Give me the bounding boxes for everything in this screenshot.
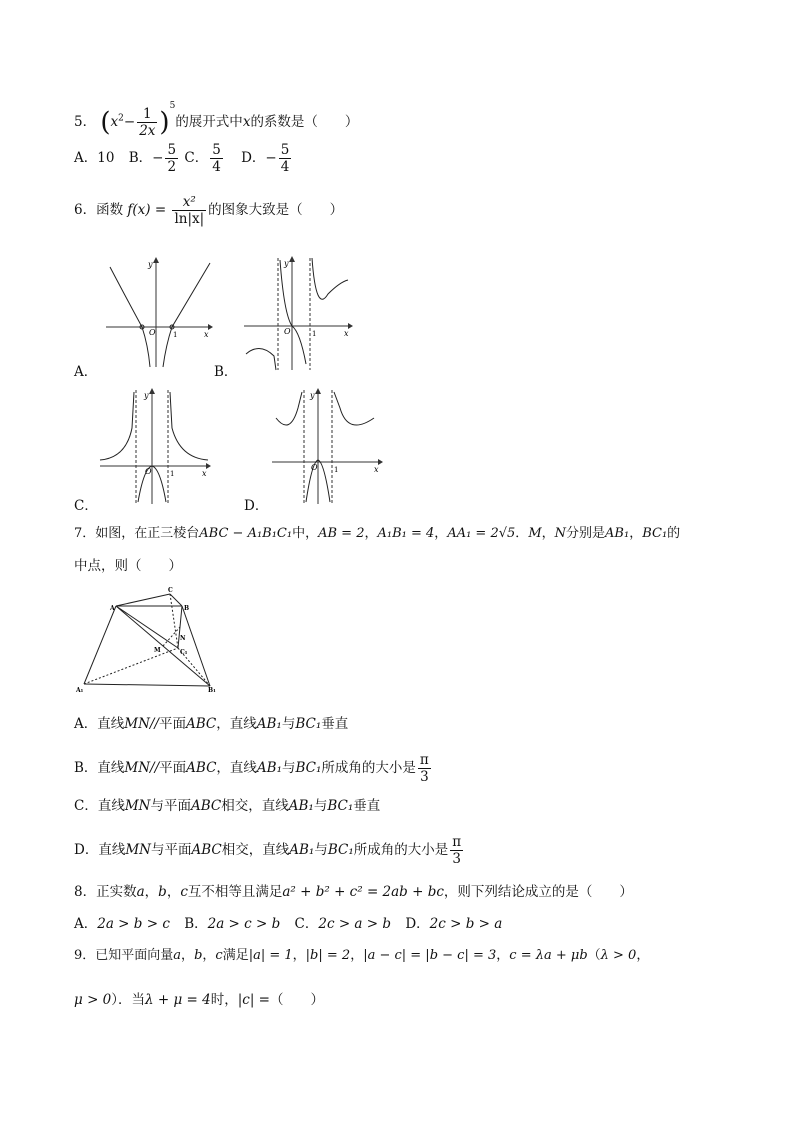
q9-l2c: λ + μ = 4: [145, 992, 211, 1008]
q9-l2b: ）．当: [111, 992, 146, 1008]
q7-text-a: 7．如图，在正三棱台: [74, 526, 200, 541]
q9-c4: ，: [350, 948, 364, 963]
q5-optd-den: 4: [280, 159, 290, 175]
q9-stem-line2: [74, 990, 324, 1010]
q6-label-b: B．: [214, 364, 238, 380]
q6-graph-b: [240, 254, 355, 372]
q6d-y-label: y: [310, 391, 315, 400]
q5-power: 5: [169, 101, 176, 111]
q7c-7: 与: [313, 798, 328, 814]
q6-graph-d: [268, 388, 386, 506]
q7d-5: 相交，直线: [221, 842, 290, 858]
q5-stem-text: 的展开式中: [175, 114, 243, 130]
q7d-4: ABC: [191, 842, 222, 858]
q9-c3: ，: [292, 948, 306, 963]
q7-text-o: ，: [629, 526, 643, 541]
q8-opt-c: C．: [294, 916, 319, 932]
q8-stem: [74, 882, 633, 902]
q7c-1: C．直线: [74, 798, 125, 814]
q6-fraction: [172, 194, 206, 227]
q7b-8: BC₁: [295, 760, 322, 776]
q8-c: c: [180, 884, 188, 900]
q7a-3: 平面: [158, 716, 186, 732]
q7-frustum: ABC − A₁B₁C₁: [199, 526, 293, 541]
q9-c1: ，: [181, 948, 195, 963]
q7b-6: AB₁: [256, 760, 282, 776]
q7a-2: MN//: [124, 716, 159, 732]
q8-a: a: [136, 884, 145, 900]
q9-a: a: [173, 948, 182, 963]
q6b-one: 1: [312, 330, 317, 338]
q8-c2: ，: [166, 884, 181, 900]
q7-text-g: ，: [434, 526, 448, 541]
q7b-1: B．直线: [74, 760, 125, 776]
q9-e1: |a| = 1: [248, 948, 293, 963]
q8-eq: a² + b² + c² = 2ab + bc: [282, 884, 444, 900]
q7-stem-line2: 中点，则（ ）: [74, 558, 182, 574]
q7-label-a: A: [110, 605, 115, 612]
q5-stem-end: 的系数是（ ）: [250, 114, 359, 130]
q6c-one: 1: [170, 470, 175, 478]
q5-frac-num: 1: [137, 106, 157, 123]
q7b-2: MN//: [124, 760, 160, 776]
q7-stem-line1: [74, 524, 680, 544]
q8-3: ，则下列结论成立的是（ ）: [443, 884, 633, 900]
q5-option-c-frac: [210, 142, 223, 175]
q8-2: 互不相等且满足: [187, 884, 283, 900]
q7d-3: 与平面: [150, 842, 192, 858]
q9-c2: ，: [202, 948, 216, 963]
q7a-4: ABC: [185, 716, 217, 732]
q6-num: x²: [172, 194, 206, 211]
q7-aa1: AA₁ = 2√5: [447, 526, 516, 541]
q5-var-x: x: [242, 114, 251, 130]
q7c-2: MN: [124, 798, 151, 814]
q8-opt-d-expr: 2c > b > a: [429, 916, 503, 932]
q9-e5: λ > 0: [600, 948, 637, 963]
q7-text-c: 中，: [292, 526, 319, 541]
q7a-6: AB₁: [256, 716, 282, 732]
q9-2: 满足: [222, 948, 249, 963]
q5-optb-num: 5: [167, 142, 177, 158]
q6d-one: 1: [334, 466, 339, 474]
q6-label-c: C．: [74, 498, 98, 514]
q8-opt-a-expr: 2a > b > c: [97, 916, 170, 932]
q7d-6: AB₁: [289, 842, 315, 858]
q7-label-a1: A₁: [76, 687, 84, 694]
q6a-one: 1: [173, 331, 178, 339]
q5-x-exp: 2: [118, 113, 124, 124]
q5-optc-den: 4: [212, 159, 221, 175]
q5-optc-num: 5: [212, 142, 221, 158]
q7c-9: 垂直: [353, 798, 381, 814]
q7b-3: 平面: [159, 760, 187, 776]
q7b-7: 与: [282, 760, 296, 776]
q8-opt-b: B．: [184, 916, 208, 932]
q7-option-c: [74, 796, 380, 816]
q7d-7: 与: [314, 842, 328, 858]
q6-stem: [74, 194, 343, 227]
q7c-8: BC₁: [327, 798, 354, 814]
q7c-4: ABC: [190, 798, 222, 814]
q6a-y-label: y: [148, 260, 153, 269]
q8-opt-d: D．: [405, 916, 430, 932]
q6d-origin: O: [311, 463, 318, 472]
q6-graph-a: [100, 255, 215, 370]
q5-optb-den: 2: [167, 159, 177, 175]
q5-stem: [74, 96, 358, 139]
q7c-6: AB₁: [288, 798, 314, 814]
q9-l2a: μ > 0: [74, 992, 112, 1008]
q7d-1: D．直线: [74, 842, 126, 858]
q6-label-a: A．: [74, 364, 98, 380]
q8-opt-a: A．: [74, 916, 98, 932]
q5-minus: −: [123, 114, 136, 130]
q7-option-a: [74, 714, 348, 734]
q5-x: x: [110, 114, 119, 130]
q7c-3: 与平面: [150, 798, 191, 814]
q6d-x-label: x: [374, 465, 379, 474]
q7-ab: AB = 2: [318, 526, 365, 541]
q6a-origin: O: [149, 328, 156, 337]
q7b-frac: [418, 752, 431, 785]
q7d-2: MN: [125, 842, 151, 858]
q5-options: [74, 142, 293, 175]
q7-option-d: [74, 834, 465, 867]
q9-e4: c = λa + μb: [509, 948, 588, 963]
q7-label-b1: B₁: [208, 687, 216, 694]
q9-l2e: |c| =: [237, 992, 270, 1008]
q7-ab1: AB₁: [605, 526, 630, 541]
q7-m: M: [528, 526, 542, 541]
q6c-y-label: y: [144, 391, 149, 400]
q9-1: 9．已知平面向量: [74, 948, 174, 963]
q6b-y-label: y: [284, 259, 289, 268]
q7b-9: 所成角的大小是: [321, 760, 416, 776]
q5-option-d: D．−: [241, 150, 277, 166]
q7b-4: ABC: [186, 760, 217, 776]
q9-e3: |a − c| = |b − c| = 3: [363, 948, 497, 963]
q8-opt-b-expr: 2a > c > b: [207, 916, 281, 932]
q7-text-q: 的: [667, 526, 681, 541]
q5-paren-close: ): [159, 107, 170, 138]
q7-text-i: ．: [515, 526, 529, 541]
q6-func: f(x) =: [127, 202, 167, 218]
q7b-5: ，直线: [216, 760, 257, 776]
q7d-9: 所成角的大小是: [353, 842, 449, 858]
q9-stem-line1: [74, 946, 649, 966]
q7-option-b: [74, 752, 433, 785]
q7d-num: π: [452, 834, 462, 850]
q8-options: [74, 914, 502, 934]
q8-c1: ，: [144, 884, 159, 900]
q6c-x-label: x: [202, 469, 207, 478]
q5-option-d-frac: [279, 142, 292, 175]
q6-graph-c: [96, 388, 214, 506]
q6-number: 6．函数: [74, 202, 124, 218]
q7d-den: 3: [452, 851, 461, 867]
q7-label-m: M: [154, 647, 161, 654]
q5-option-b-frac: [165, 142, 178, 175]
q7a-7: 与: [281, 716, 296, 732]
q7-text-e: ，: [364, 526, 378, 541]
q7-text-m: 分别是: [566, 526, 606, 541]
q9-b: b: [194, 948, 203, 963]
q7b-den: 3: [420, 769, 429, 785]
q5-option-b: B．−: [128, 150, 164, 166]
q7a-1: A．直线: [74, 716, 125, 732]
q9-e2: |b| = 2: [305, 948, 351, 963]
q7c-5: 相交，直线: [221, 798, 289, 814]
q8-1: 8．正实数: [74, 884, 137, 900]
q6-label-d: D．: [244, 498, 269, 514]
q7-text-k: ，: [541, 526, 555, 541]
q7a-9: 垂直: [321, 716, 349, 732]
q5-number: 5．: [74, 114, 97, 130]
q9-c5: ，: [496, 948, 510, 963]
q6b-x-label: x: [344, 329, 349, 338]
q7-label-c: C: [168, 587, 173, 594]
q7a-5: ，直线: [216, 716, 257, 732]
q7d-8: BC₁: [327, 842, 354, 858]
q7b-num: π: [419, 752, 429, 768]
q7-n: N: [554, 526, 567, 541]
q6c-origin: O: [145, 467, 152, 476]
q7-label-n: N: [180, 635, 186, 642]
q9-c6: ，: [636, 948, 650, 963]
q8-b: b: [158, 884, 167, 900]
q8-opt-c-expr: 2c > a > b: [318, 916, 392, 932]
q7a-8: BC₁: [295, 716, 322, 732]
q6b-origin: O: [284, 327, 291, 336]
q5-optd-num: 5: [280, 142, 290, 158]
q7-frustum-figure: [74, 584, 224, 696]
q5-option-c: C．: [184, 150, 209, 166]
q5-frac-den: 2x: [139, 123, 156, 139]
q9-l2f: （ ）: [270, 992, 324, 1008]
q9-l2d: 时，: [210, 992, 238, 1008]
q5-fraction: [137, 106, 157, 139]
q5-option-a: A．10: [74, 150, 115, 166]
q9-po: （: [587, 948, 601, 963]
q7d-frac: [450, 834, 463, 867]
q5-paren-open: (: [100, 107, 111, 138]
q7-label-c1: C₁: [180, 649, 188, 656]
q9-c: c: [215, 948, 223, 963]
q7-bc1: BC₁: [642, 526, 668, 541]
q7-a1b1: A₁B₁ = 4: [377, 526, 435, 541]
q6a-x-label: x: [204, 330, 209, 339]
q6-den: ln|x|: [174, 211, 205, 227]
q6-stem-end: 的图象大致是（ ）: [208, 202, 344, 218]
q7-label-b: B: [184, 605, 190, 612]
